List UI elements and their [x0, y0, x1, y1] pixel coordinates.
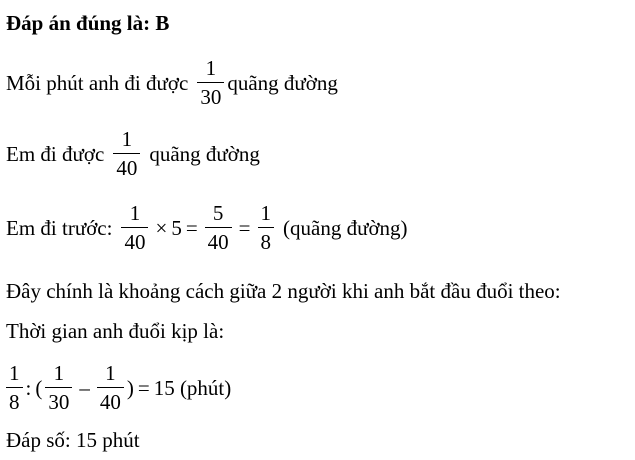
fraction-denominator: 40	[124, 230, 146, 254]
multiplier-value: 5	[171, 215, 182, 240]
fraction-1-40	[97, 363, 124, 413]
fraction-numerator: 1	[53, 361, 65, 385]
line-em-speed-prefix: Em đi được	[6, 141, 105, 166]
times-operator: ×	[155, 215, 168, 240]
final-answer: Đáp số: 15 phút	[6, 428, 140, 452]
minus-operator: –	[79, 375, 90, 400]
fraction-numerator: 1	[129, 201, 141, 225]
line-em-speed	[6, 129, 260, 179]
fraction-denominator: 40	[116, 156, 138, 180]
close-paren: )	[126, 375, 134, 400]
fraction-denominator: 40	[207, 230, 229, 254]
fraction-denominator: 40	[99, 390, 121, 414]
fraction-1-40	[113, 129, 140, 179]
fraction-5-40	[205, 203, 232, 253]
fraction-numerator: 5	[212, 201, 224, 225]
line-anh-speed-suffix: quãng đường	[227, 70, 338, 95]
line-anh-speed-prefix: Mỗi phút anh đi được	[6, 70, 189, 95]
fraction-1-30	[197, 58, 224, 108]
fraction-1-8	[258, 203, 275, 253]
line-distance-explanation: Đây chính là khoảng cách giữa 2 người khi anh bắt đầu đuổi theo:	[6, 279, 561, 303]
fraction-denominator: 8	[9, 390, 20, 414]
fraction-numerator: 1	[9, 361, 20, 385]
equals-operator: =	[238, 215, 251, 240]
fraction-1-8	[6, 363, 23, 413]
line-anh-speed	[6, 58, 338, 108]
fraction-numerator: 1	[105, 361, 116, 385]
fraction-1-40	[121, 203, 148, 253]
division-operator: :	[25, 375, 32, 400]
fraction-denominator: 30	[48, 390, 70, 414]
equals-operator: =	[137, 375, 150, 400]
line-calculation	[6, 363, 231, 413]
fraction-denominator: 8	[260, 230, 271, 254]
line-em-ahead-suffix: (quãng đường)	[283, 215, 408, 240]
fraction-numerator: 1	[205, 56, 217, 80]
fraction-numerator: 1	[121, 127, 133, 151]
open-paren: (	[35, 375, 43, 400]
fraction-denominator: 30	[200, 85, 222, 109]
fraction-1-30	[45, 363, 72, 413]
line-catch-up-time: Thời gian anh đuổi kịp là:	[6, 319, 225, 343]
equals-operator: =	[185, 215, 198, 240]
line-em-ahead-prefix: Em đi trước:	[6, 215, 113, 240]
fraction-numerator: 1	[260, 201, 271, 225]
line-em-ahead	[6, 203, 408, 253]
line-em-speed-suffix: quãng đường	[149, 141, 260, 166]
calculation-result: 15 (phút)	[153, 375, 232, 400]
answer-heading: Đáp án đúng là: B	[6, 11, 170, 35]
